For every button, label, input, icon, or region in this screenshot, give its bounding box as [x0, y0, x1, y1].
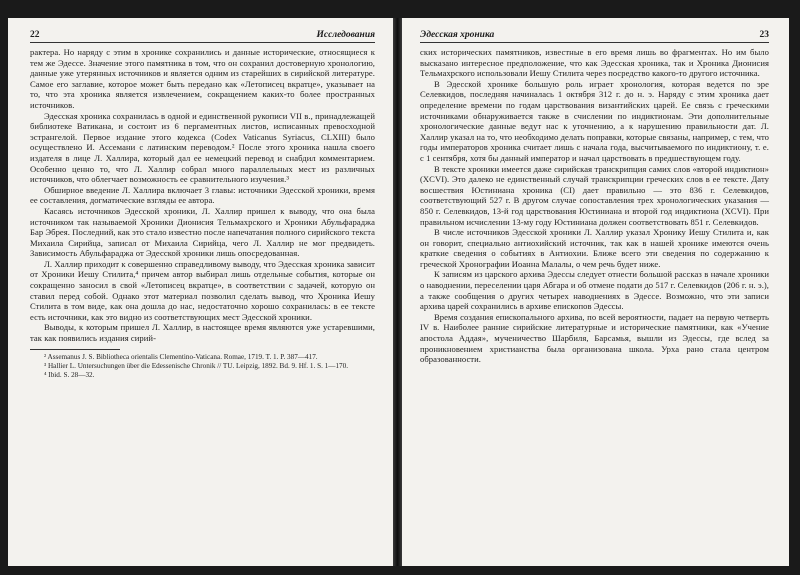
page-number: 22 — [30, 30, 40, 40]
footnote: ² Assemanus J. S. Bibliotheca orientalis Clementino-Vaticana. Romae, 1719. T. 1. P. 387—417. — [44, 352, 318, 361]
paragraph: В Эдесской хронике большую роль играет хронология, которая ведется по эре Селевкидов, последняя начиналась 1 октября 312 г. до н. э. Наряду с этим хроника дает определение времени по годам царствования византийских царей. Ее связь с греческими источниками обнаруживается также в счислении по индиктионам. Эти дополнительные хронологические данные ведут нас к уточнению, а к нарушению правильности дат. Л. Халлир указал на то, что необходимо делать поправки, которые связаны, например, с тем, что годы императоров хроника считает лишь с начала года, высчитываемого по индиктиону, т. е. с 1 сентября, хотя бы данный император и начал царствовать в предшествующем году. — [420, 78, 769, 163]
left-page-body — [30, 47, 375, 344]
left-page-header — [30, 30, 375, 43]
footnotes — [30, 353, 375, 380]
paragraph: Эдесская хроника сохранилась в одной и единственной рукописи VII в., принадлежащей библиотеке Ватикана, и состоит из 6 пергаментных листов, исписанных превосходной эстрангелой. Первое издание этого кодекса (Codex Vaticanus Syriacus, CLXIII) было осуществлено И. Ассемани с латинским переводом.² После этого хроника нашла своего издателя в лице Л. Халлира, который дал ее немецкий перевод и снабдил комментарием. Особенно ценно то, что Л. Халлир собрал много параллельных мест из различных источников, что облегчает возможность ее сравнительного изучения.³ — [30, 110, 375, 185]
footnote: ³ Hallier L. Untersuchungen über die Edessenische Chronik // TU. Leipzig, 1892. Bd. 9. Hf. 1. S. 1—170. — [44, 361, 349, 370]
right-page-body — [420, 47, 769, 365]
running-head: Эдесская хроника — [420, 30, 495, 40]
page-number: 23 — [759, 30, 769, 40]
running-head: Исследования — [316, 30, 375, 40]
right-page-header — [420, 30, 769, 43]
paragraph: В числе источников Эдесской хроники Л. Халлир указал Хронику Иешу Стилита и, как он говорит, специально антиохийский источник, так как в нашей хронике имеются очень краткие сведения о событиях в Антиохии. Ближе всего эти сведения по содержанию к греческой Хронографии Иоанна Малалы, о чем речь будет ниже. — [420, 227, 769, 269]
paragraph: Выводы, к которым пришел Л. Халлир, в настоящее время являются уже устаревшими, так как появились издания сирий- — [30, 322, 375, 344]
paragraph: Время создания епископального архива, по всей вероятности, падает на первую четверть IV в. Наиболее ранние сирийские литературные и исторические памятники, как «Учение апостола Аддая», мученичество Шарбиля, Барсамья, вышли из Эдессы, где вслед за проникновением христианства была организована школа. Урха рано стала центром образованности. — [420, 311, 769, 365]
paragraph: Л. Халлир приходит к совершенно справедливому выводу, что Эдесская хроника зависит от Хроники Иешу Стилита,⁴ причем автор выбирал лишь отдельные события, которые он сокращенно заносил в свой «Летописец вкратце», в соответствии с задачей, которую он ставил перед собой. Однако этот материал позволил сделать вывод, что Хроника Иешу Стилита в том виде, как она дошла до нас, недостаточно хорошо сохранилась: в ее тексте есть источники, как это видно из соответствующих мест Эдесской хроники. — [30, 258, 375, 322]
paragraph: В тексте хроники имеется даже сирийская транскрипция самих слов «второй индиктион» (XCVI). Это далеко не единственный случай транскрипции греческих слов в ее тексте. Дату восшествия Юстиниана хроника (CI) дает правильно — это 836 г. Селевкидов, соответствующий 527 г. В другом случае сопоставления трех хронологических указания — 850 г. Селевкидов, 13-й год царствования Юстиниана и второй год индиктиона (XCVI). При правильном исчислении 13-му году Юстиниана должен соответствовать 851 г. Селевкидов. — [420, 163, 769, 227]
paragraph: рактера. Но наряду с этим в хронике сохранились и данные исторические, относящиеся к тем же Эдессе. Значение этого памятника в том, что он сохранил достоверную хронологию, данные уже утерянных источников и является одним из старейших в сирийской литературе. Самое его заглавие, которое может быть передано как «Летописец вкратце», указывает на то, что эта хроника является извлечением, сокращением каких-то более пространных источников. — [30, 47, 375, 110]
footnote-divider — [30, 349, 120, 350]
right-page — [402, 18, 789, 566]
paragraph: Обширное введение Л. Халлира включает 3 главы: источники Эдесской хроники, время ее составления, догматические взгляды ее автора. — [30, 184, 375, 206]
footnote: ⁴ Ibid. S. 28—32. — [44, 370, 95, 379]
paragraph: Касаясь источников Эдесской хроники, Л. Халлир пришел к выводу, что она была источником так называемой Хроники Дионисия Тельмахрского и Хроники Абульфараджа Бар Эбрея. Последний, как это стало известно после напечатания полного сирийского текста Михаила Сирийца, записал от Михаила Сирийца, чего Л. Халлир не мог предвидеть. Зависимость Абульфараджа от Эдесской хроники лишь опосредованная. — [30, 205, 375, 259]
paragraph: К записям из царского архива Эдессы следует отнести большой рассказ в начале хроники о наводнении, переселении царя Абгара и об отмене подати до 517 г. Селевкидов (206 г. н. э.), а также сообщения о других четырех наводнениях в Эдессе. Возможно, что эти записи архива царей сохранились в архиве епископов Эдессы. — [420, 269, 769, 312]
book-gutter — [393, 18, 402, 566]
paragraph: ских исторических памятников, известные в его время лишь во фрагментах. Но им было высказано интересное предположение, что как Эдесская хроника, так и Хроника Дионисия Тельмахрского использовали Иешу Стилита через посредство какого-то другого источника. — [420, 47, 769, 79]
left-page — [8, 18, 393, 566]
